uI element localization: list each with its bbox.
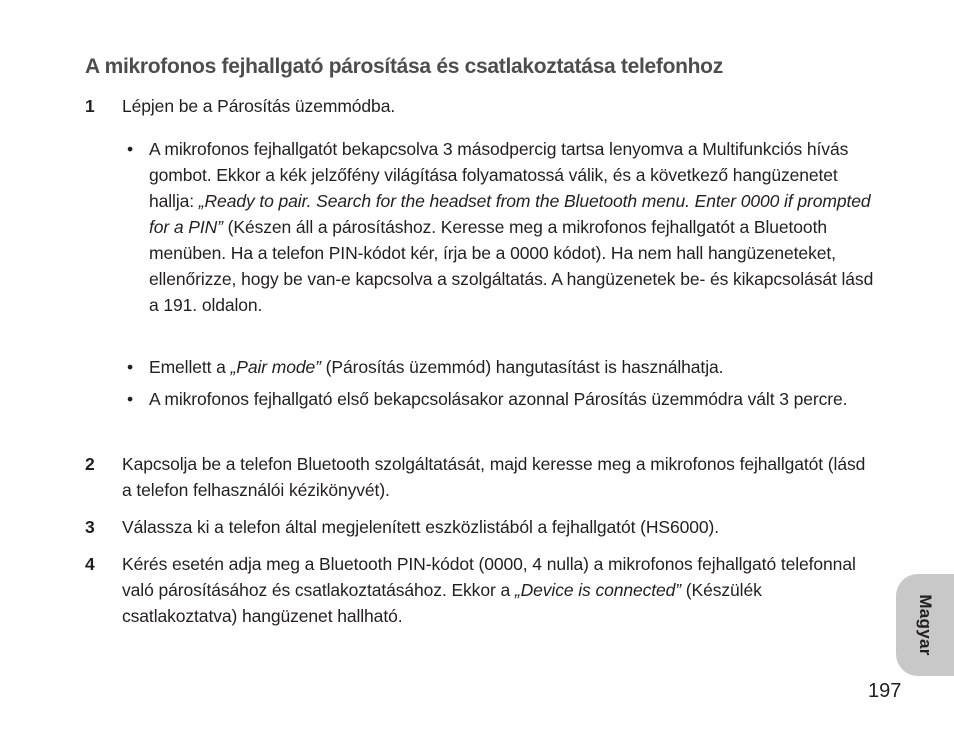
step-1 — [85, 93, 875, 119]
step-number: 4 — [85, 554, 95, 574]
voice-command-text: „Pair mode” — [230, 357, 321, 377]
step-text — [122, 551, 875, 629]
step-text-part: Kérés esetén adja meg a Bluetooth PIN-kódot (0000, 4 nulla) a mikrofonos fejhallgató telefonnal való párosításához és csatlakoztatásához. Ekkor a — [122, 554, 856, 600]
bullet-dot: • — [127, 357, 134, 377]
step-number: 2 — [85, 454, 95, 474]
step-text: Lépjen be a Párosítás üzemmódba. — [122, 96, 396, 116]
bullet-text-part: A mikrofonos fejhallgató első bekapcsolásakor azonnal Párosítás üzemmódra vált 3 percre. — [149, 389, 848, 409]
step-2 — [85, 451, 875, 503]
bullet-item — [122, 136, 874, 318]
step-number: 1 — [85, 96, 95, 116]
bullet-text — [149, 136, 874, 318]
bullet-dot: • — [127, 139, 134, 159]
step-4 — [85, 551, 875, 629]
bullet-dot: • — [127, 389, 134, 409]
step-3 — [85, 514, 875, 540]
bullet-text-part: (Párosítás üzemmód) hangutasítást is használhatja. — [320, 357, 724, 377]
step-text: Válassza ki a telefon által megjelenített eszközlistából a fejhallgatót (HS6000). — [122, 517, 719, 537]
bullet-text-part: Emellett a — [149, 357, 231, 377]
bullet-item — [122, 386, 874, 412]
section-heading: A mikrofonos fejhallgató párosítása és csatlakoztatása telefonhoz — [85, 55, 723, 78]
bullet-text — [149, 354, 874, 380]
language-tab-label: Magyar — [916, 594, 935, 656]
step-text-part: (Készülék csatlakoztatva) hangüzenet hallható. — [122, 580, 762, 626]
voice-prompt-text: „Ready to pair. Search for the headset from the Bluetooth menu. Enter 0000 if prompted for a PIN” — [149, 191, 871, 237]
page-number: 197 — [868, 680, 902, 702]
bullet-item — [122, 354, 874, 380]
bullet-text — [149, 386, 874, 412]
bullet-text-part: (Készen áll a párosításhoz. Keresse meg a mikrofonos fejhallgatót a Bluetooth menüben. Ha a telefon PIN-kódot kér, írja be a 0000 kódot). Ha nem hall hangüzeneteket, ellenőrizze, hogy be van-e kapcsolva a szolgáltatás. A hangüzenetek be- és kikapcsolását lásd a 191. oldalon. — [149, 217, 874, 315]
voice-prompt-text: „Device is connected” — [514, 580, 682, 600]
step-text: Kapcsolja be a telefon Bluetooth szolgáltatását, majd keresse meg a mikrofonos fejhallgatót (lásd a telefon felhasználói kézikönyvét). — [122, 454, 866, 500]
step-number: 3 — [85, 517, 95, 537]
bullet-text-part: A mikrofonos fejhallgatót bekapcsolva 3 másodpercig tartsa lenyomva a Multifunkciós hívás gombot. Ekkor a kék jelzőfény világítása folyamatossá válik, és a következő hangüzenetet hallja: — [149, 139, 849, 211]
language-tab — [896, 574, 954, 676]
